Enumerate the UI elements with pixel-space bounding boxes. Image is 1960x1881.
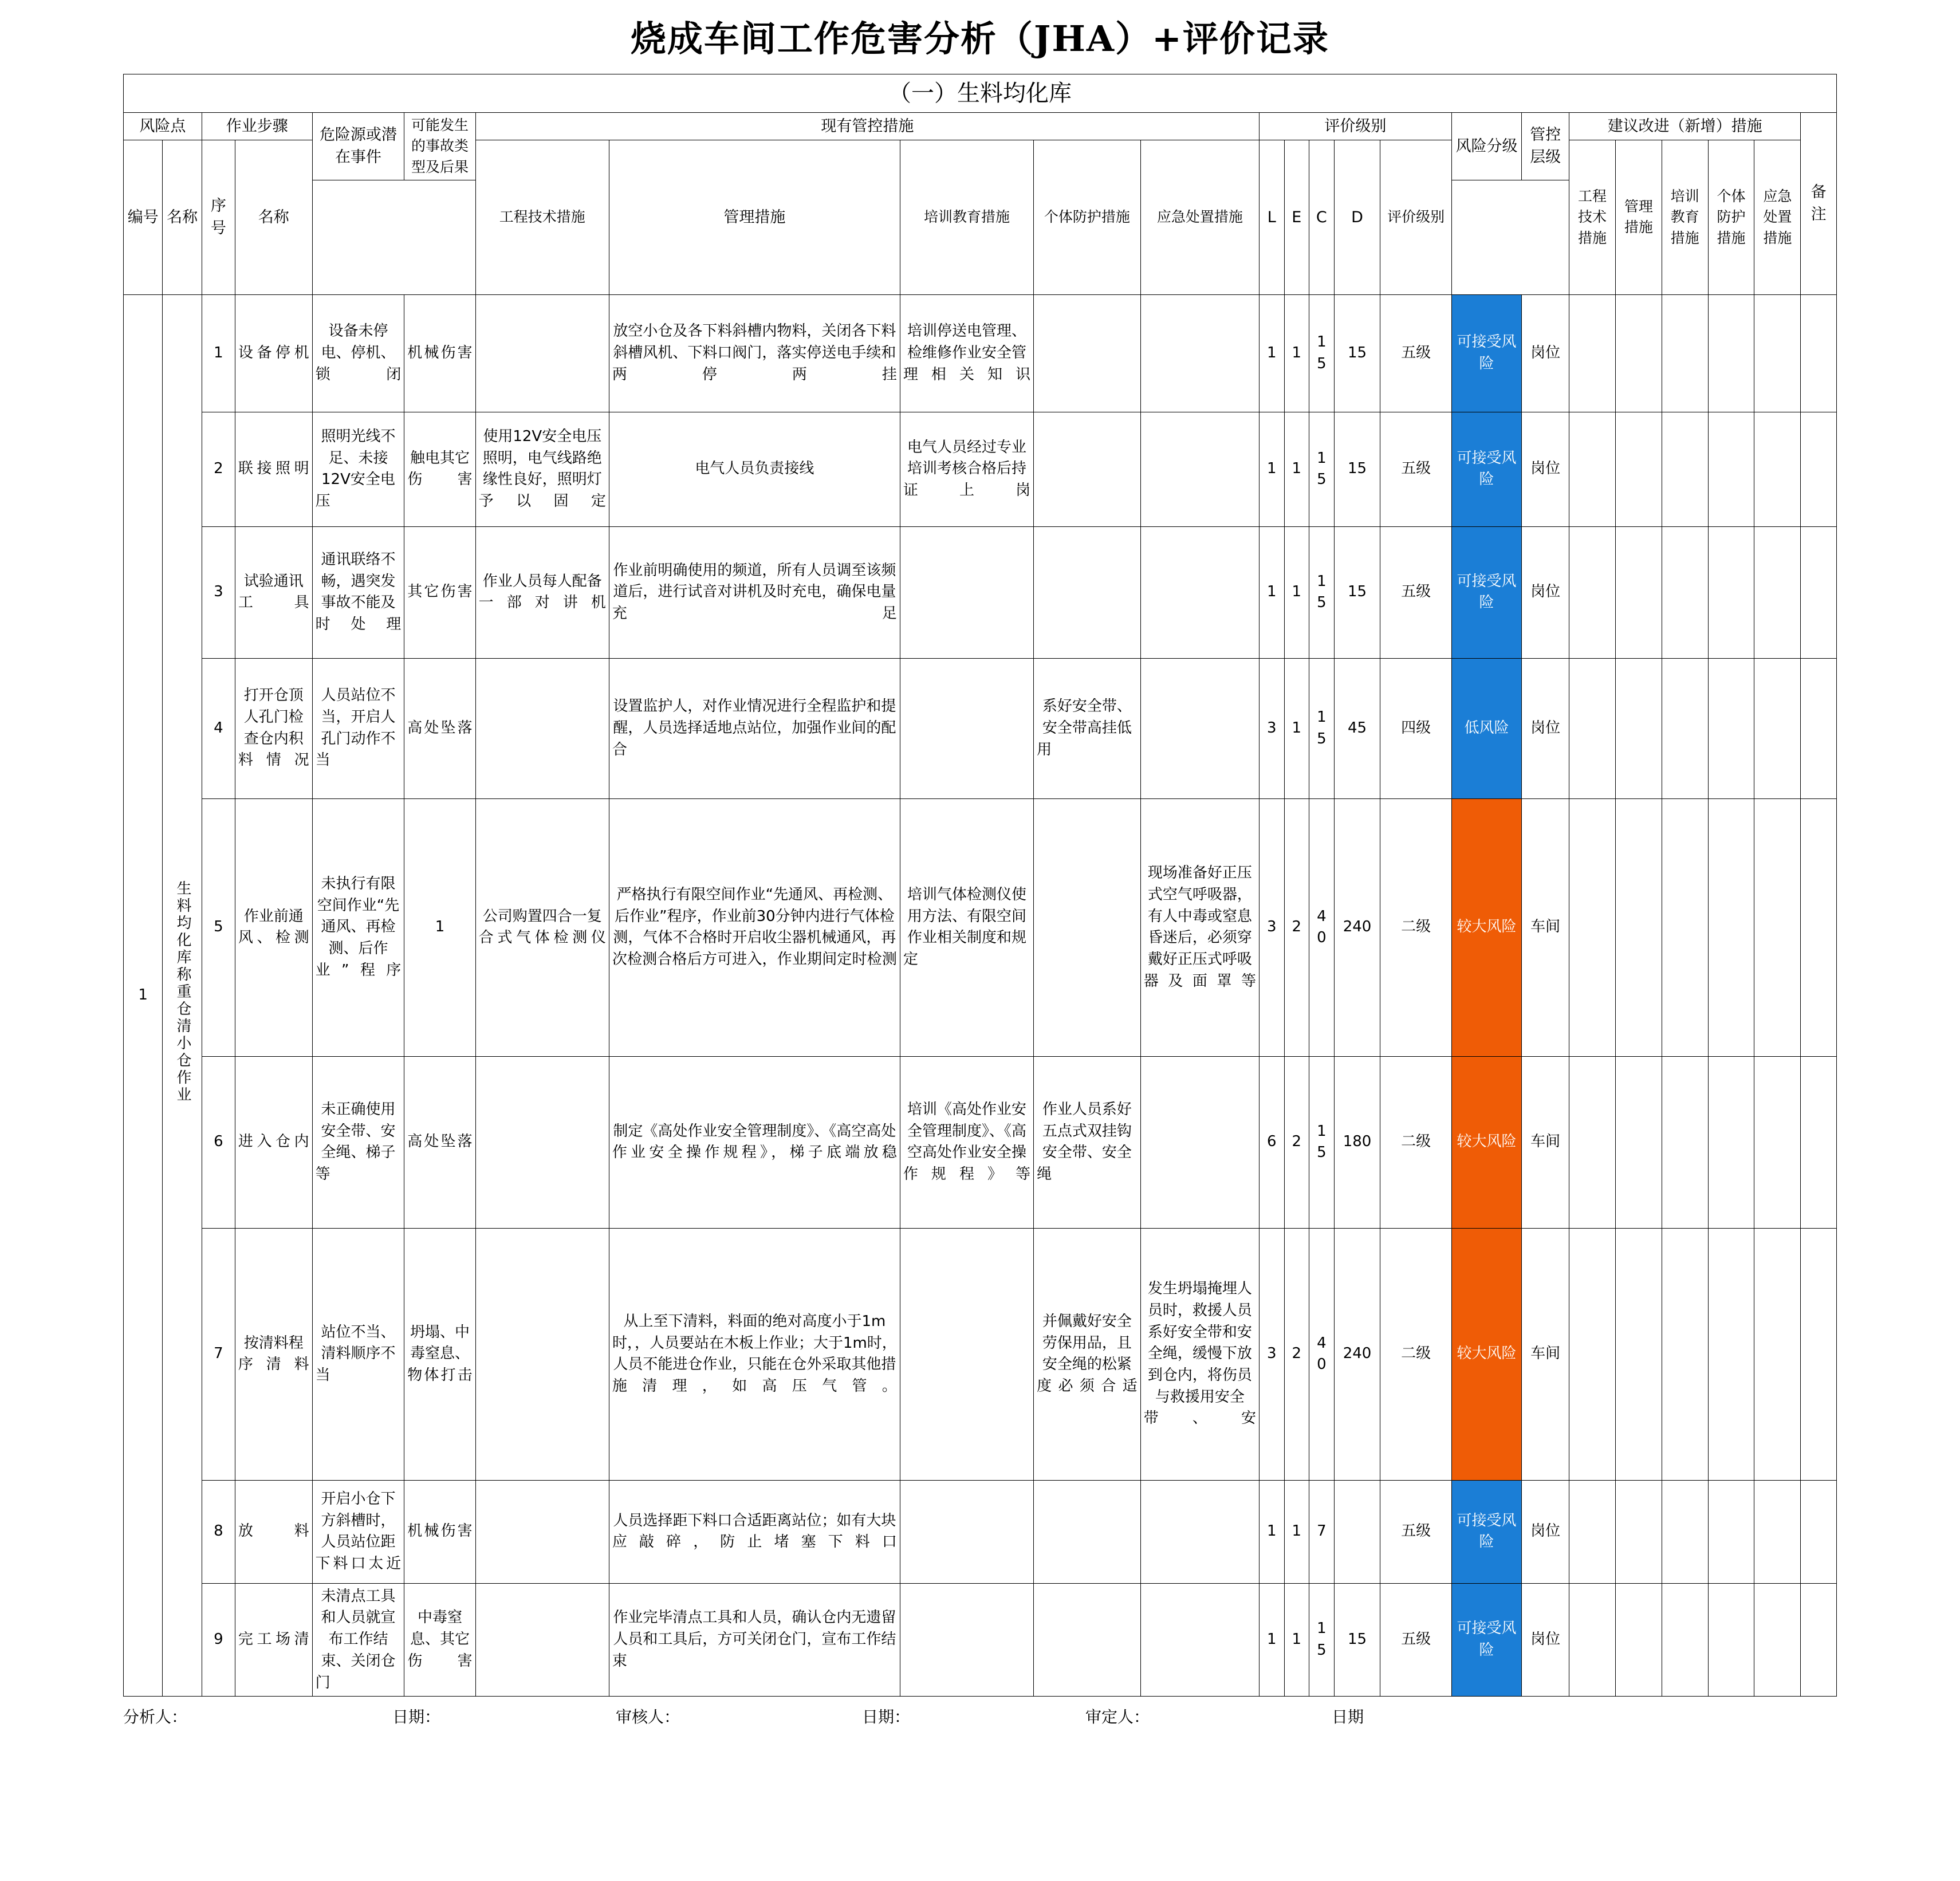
header-L: L xyxy=(1260,140,1285,295)
row-accident: 高处坠落 xyxy=(404,1056,475,1228)
row-s-emergency xyxy=(1754,658,1801,798)
row-s-management xyxy=(1615,526,1662,658)
row-engineering xyxy=(475,1480,609,1583)
header-suggest-improve: 建议改进（新增）措施 xyxy=(1569,113,1801,140)
row-s-ppe xyxy=(1708,798,1754,1056)
row-C: 40 xyxy=(1309,1228,1335,1480)
row-D: 15 xyxy=(1334,294,1380,412)
footer-approver: 审定人： xyxy=(1085,1707,1150,1727)
row-s-management xyxy=(1615,798,1662,1056)
header-remark: 备注 xyxy=(1801,113,1837,295)
row-C: 15 xyxy=(1309,658,1335,798)
row-C: 15 xyxy=(1309,294,1335,412)
row-remark xyxy=(1801,526,1837,658)
row-s-emergency xyxy=(1754,294,1801,412)
row-accident: 机械伤害 xyxy=(404,294,475,412)
row-L: 1 xyxy=(1260,1583,1285,1696)
row-E: 2 xyxy=(1284,1056,1309,1228)
row-s-training xyxy=(1662,526,1708,658)
row-hazard: 照明光线不足、未接12V安全电压 xyxy=(312,412,404,526)
row-s-management xyxy=(1615,658,1662,798)
jha-table xyxy=(123,74,1837,1697)
row-L: 1 xyxy=(1260,412,1285,526)
header-row-1 xyxy=(124,113,1837,140)
table-row xyxy=(124,412,1837,526)
row-seq: 1 xyxy=(202,294,235,412)
row-s-training xyxy=(1662,412,1708,526)
row-accident: 1 xyxy=(404,798,475,1056)
row-s-management xyxy=(1615,1228,1662,1480)
table-container xyxy=(0,74,1960,1697)
row-s-engineering xyxy=(1569,412,1616,526)
row-s-management xyxy=(1615,1583,1662,1696)
row-s-training xyxy=(1662,658,1708,798)
row-remark xyxy=(1801,798,1837,1056)
row-grade: 五级 xyxy=(1380,526,1451,658)
row-s-ppe xyxy=(1708,412,1754,526)
header-training: 培训教育措施 xyxy=(900,140,1033,295)
header-hazard: 危险源或潜在事件 xyxy=(312,113,404,180)
row-step-name: 按清料程序清料 xyxy=(235,1228,312,1480)
row-L: 1 xyxy=(1260,294,1285,412)
row-s-management xyxy=(1615,1056,1662,1228)
status-badge: 较大风险 xyxy=(1451,1228,1521,1480)
row-control: 车间 xyxy=(1522,798,1569,1056)
row-s-training xyxy=(1662,1480,1708,1583)
row-control: 岗位 xyxy=(1522,526,1569,658)
risk-point-name: 生料均化库称重仓清小仓作业 xyxy=(163,294,202,1696)
row-s-emergency xyxy=(1754,1056,1801,1228)
row-s-management xyxy=(1615,1480,1662,1583)
row-ppe xyxy=(1034,1480,1141,1583)
header-risk-grade: 风险分级 xyxy=(1451,113,1521,180)
header-step-name: 名称 xyxy=(235,140,312,295)
row-s-ppe xyxy=(1708,658,1754,798)
row-ppe xyxy=(1034,294,1141,412)
row-step-name: 进入仓内 xyxy=(235,1056,312,1228)
row-ppe xyxy=(1034,526,1141,658)
row-training: 培训停送电管理、检维修作业安全管理相关知识 xyxy=(900,294,1033,412)
row-management: 制定《高处作业安全管理制度》、《高空高处作业安全操作规程》，梯子底端放稳 xyxy=(609,1056,900,1228)
row-C: 15 xyxy=(1309,412,1335,526)
row-C: 15 xyxy=(1309,1583,1335,1696)
table-row xyxy=(124,1056,1837,1228)
row-ppe xyxy=(1034,412,1141,526)
header-s-training: 培训教育措施 xyxy=(1662,140,1708,295)
row-step-name: 试验通讯工具 xyxy=(235,526,312,658)
row-training xyxy=(900,1583,1033,1696)
row-s-emergency xyxy=(1754,1583,1801,1696)
row-hazard: 未清点工具和人员就宣布工作结束、关闭仓门 xyxy=(312,1583,404,1696)
row-emergency: 发生坍塌掩埋人员时，救援人员系好安全带和安全绳，缓慢下放到仓内，将伤员与救援用安全带、安 xyxy=(1140,1228,1259,1480)
row-C: 15 xyxy=(1309,526,1335,658)
row-s-ppe xyxy=(1708,294,1754,412)
row-s-emergency xyxy=(1754,1480,1801,1583)
footer-reviewer: 审核人： xyxy=(616,1707,680,1727)
row-management: 设置监护人，对作业情况进行全程监护和提醒，人员选择适地点站位，加强作业间的配合 xyxy=(609,658,900,798)
row-step-name: 打开仓顶人孔门检查仓内积料情况 xyxy=(235,658,312,798)
row-seq: 4 xyxy=(202,658,235,798)
row-engineering xyxy=(475,1056,609,1228)
row-engineering: 使用12V安全电压照明，电气线路绝缘性良好，照明灯予以固定 xyxy=(475,412,609,526)
status-badge: 可接受风险 xyxy=(1451,294,1521,412)
table-row xyxy=(124,658,1837,798)
footer-date-3: 日期 xyxy=(1332,1707,1364,1727)
row-emergency: 现场准备好正压式空气呼吸器，有人中毒或窒息昏迷后，必须穿戴好正压式呼吸器及面罩等 xyxy=(1140,798,1259,1056)
row-emergency xyxy=(1140,294,1259,412)
row-management: 作业完毕清点工具和人员，确认仓内无遗留人员和工具后，方可关闭仓门，宣布工作结束 xyxy=(609,1583,900,1696)
row-grade: 二级 xyxy=(1380,798,1451,1056)
header-work-step: 作业步骤 xyxy=(202,113,312,140)
row-C: 15 xyxy=(1309,1056,1335,1228)
row-emergency xyxy=(1140,412,1259,526)
table-row xyxy=(124,1480,1837,1583)
row-hazard: 开启小仓下方斜槽时，人员站位距下料口太近 xyxy=(312,1480,404,1583)
header-eval-level: 评价级别 xyxy=(1260,113,1452,140)
row-management: 人员选择距下料口合适距离站位；如有大块应敲碎，防止堵塞下料口 xyxy=(609,1480,900,1583)
row-s-emergency xyxy=(1754,1228,1801,1480)
row-management: 从上至下清料，料面的绝对高度小于1m时，，人员要站在木板上作业；大于1m时，人员不能进仓作业，只能在仓外采取其他措施清理，如高压气管。 xyxy=(609,1228,900,1480)
row-ppe: 系好安全带、安全带高挂低用 xyxy=(1034,658,1141,798)
status-badge: 较大风险 xyxy=(1451,798,1521,1056)
header-D: D xyxy=(1334,140,1380,295)
row-s-ppe xyxy=(1708,526,1754,658)
header-emergency: 应急处置措施 xyxy=(1140,140,1259,295)
row-engineering: 公司购置四合一复合式气体检测仪 xyxy=(475,798,609,1056)
row-accident: 高处坠落 xyxy=(404,658,475,798)
row-seq: 3 xyxy=(202,526,235,658)
row-seq: 8 xyxy=(202,1480,235,1583)
row-step-name: 设备停机 xyxy=(235,294,312,412)
row-control: 岗位 xyxy=(1522,294,1569,412)
row-training: 培训气体检测仪使用方法、有限空间作业相关制度和规定 xyxy=(900,798,1033,1056)
row-s-training xyxy=(1662,798,1708,1056)
header-s-emergency: 应急处置措施 xyxy=(1754,140,1801,295)
row-training: 培训《高处作业安全管理制度》、《高空高处作业安全操作规程》等 xyxy=(900,1056,1033,1228)
row-D: 15 xyxy=(1334,526,1380,658)
row-accident: 其它伤害 xyxy=(404,526,475,658)
row-D xyxy=(1334,1480,1380,1583)
row-L: 6 xyxy=(1260,1056,1285,1228)
page-title: 烧成车间工作危害分析（JHA）+评价记录 xyxy=(631,18,1329,60)
row-L: 3 xyxy=(1260,658,1285,798)
row-s-management xyxy=(1615,294,1662,412)
row-control: 车间 xyxy=(1522,1056,1569,1228)
row-L: 1 xyxy=(1260,526,1285,658)
row-grade: 二级 xyxy=(1380,1228,1451,1480)
row-management: 放空小仓及各下料斜槽内物料，关闭各下料斜槽风机、下料口阀门，落实停送电手续和两停两挂 xyxy=(609,294,900,412)
header-s-engineering: 工程技术措施 xyxy=(1569,140,1616,295)
header-seq: 序号 xyxy=(202,140,235,295)
row-hazard: 人员站位不当，开启人孔门动作不当 xyxy=(312,658,404,798)
status-badge: 可接受风险 xyxy=(1451,1583,1521,1696)
row-E: 1 xyxy=(1284,1480,1309,1583)
row-s-ppe xyxy=(1708,1056,1754,1228)
row-remark xyxy=(1801,1228,1837,1480)
row-D: 15 xyxy=(1334,1583,1380,1696)
row-step-name: 联接照明 xyxy=(235,412,312,526)
status-badge: 较大风险 xyxy=(1451,1056,1521,1228)
header-number: 编号 xyxy=(124,140,163,295)
row-s-training xyxy=(1662,294,1708,412)
row-C: 7 xyxy=(1309,1480,1335,1583)
header-E: E xyxy=(1284,140,1309,295)
row-s-ppe xyxy=(1708,1228,1754,1480)
row-training xyxy=(900,526,1033,658)
subtitle-row xyxy=(124,74,1837,113)
row-seq: 9 xyxy=(202,1583,235,1696)
status-badge: 可接受风险 xyxy=(1451,1480,1521,1583)
row-s-engineering xyxy=(1569,1480,1616,1583)
status-badge: 可接受风险 xyxy=(1451,526,1521,658)
row-ppe xyxy=(1034,1583,1141,1696)
row-hazard: 设备未停电、停机、锁闭 xyxy=(312,294,404,412)
row-s-ppe xyxy=(1708,1583,1754,1696)
footer-date-1: 日期： xyxy=(392,1707,441,1727)
status-badge: 可接受风险 xyxy=(1451,412,1521,526)
row-emergency xyxy=(1140,658,1259,798)
row-hazard: 站位不当、清料顺序不当 xyxy=(312,1228,404,1480)
footer-analyst: 分析人： xyxy=(123,1707,188,1727)
row-accident: 触电其它伤害 xyxy=(404,412,475,526)
row-engineering xyxy=(475,1228,609,1480)
header-accident-type: 可能发生的事故类型及后果 xyxy=(404,113,475,180)
row-grade: 五级 xyxy=(1380,1583,1451,1696)
row-E: 2 xyxy=(1284,1228,1309,1480)
row-control: 岗位 xyxy=(1522,412,1569,526)
row-L: 3 xyxy=(1260,1228,1285,1480)
row-remark xyxy=(1801,1583,1837,1696)
row-D: 240 xyxy=(1334,1228,1380,1480)
row-s-ppe xyxy=(1708,1480,1754,1583)
risk-point-number: 1 xyxy=(124,294,163,1696)
row-engineering: 作业人员每人配备一部对讲机 xyxy=(475,526,609,658)
header-C: C xyxy=(1309,140,1335,295)
row-L: 1 xyxy=(1260,1480,1285,1583)
row-D: 45 xyxy=(1334,658,1380,798)
row-training: 电气人员经过专业培训考核合格后持证上岗 xyxy=(900,412,1033,526)
row-D: 240 xyxy=(1334,798,1380,1056)
row-step-name: 完工场清 xyxy=(235,1583,312,1696)
row-E: 1 xyxy=(1284,658,1309,798)
row-engineering xyxy=(475,658,609,798)
row-seq: 7 xyxy=(202,1228,235,1480)
footer-date-2: 日期： xyxy=(862,1707,911,1727)
header-engineering: 工程技术措施 xyxy=(475,140,609,295)
row-L: 3 xyxy=(1260,798,1285,1056)
row-ppe: 并佩戴好安全劳保用品，且安全绳的松紧度必须合适 xyxy=(1034,1228,1141,1480)
header-eval-grade: 评价级别 xyxy=(1380,140,1451,295)
table-row xyxy=(124,1583,1837,1696)
header-ppe: 个体防护措施 xyxy=(1034,140,1141,295)
header-name: 名称 xyxy=(163,140,202,295)
table-row xyxy=(124,526,1837,658)
status-badge: 低风险 xyxy=(1451,658,1521,798)
row-management: 严格执行有限空间作业“先通风、再检测、后作业”程序，作业前30分钟内进行气体检测，气体不合格时开启收尘器机械通风，再次检测合格后方可进入，作业期间定时检测 xyxy=(609,798,900,1056)
row-grade: 五级 xyxy=(1380,412,1451,526)
header-s-management: 管理措施 xyxy=(1615,140,1662,295)
row-C: 40 xyxy=(1309,798,1335,1056)
section-subtitle: （一）生料均化库 xyxy=(124,74,1837,113)
row-E: 1 xyxy=(1284,1583,1309,1696)
row-seq: 6 xyxy=(202,1056,235,1228)
row-step-name: 放料 xyxy=(235,1480,312,1583)
row-D: 15 xyxy=(1334,412,1380,526)
row-remark xyxy=(1801,294,1837,412)
row-emergency xyxy=(1140,1480,1259,1583)
row-s-engineering xyxy=(1569,1228,1616,1480)
row-control: 岗位 xyxy=(1522,658,1569,798)
signature-footer xyxy=(0,1697,1960,1727)
row-training xyxy=(900,1228,1033,1480)
row-remark xyxy=(1801,1056,1837,1228)
row-management: 作业前明确使用的频道，所有人员调至该频道后，进行试音对讲机及时充电，确保电量充足 xyxy=(609,526,900,658)
row-emergency xyxy=(1140,1056,1259,1228)
row-D: 180 xyxy=(1334,1056,1380,1228)
row-grade: 五级 xyxy=(1380,294,1451,412)
row-s-engineering xyxy=(1569,1583,1616,1696)
row-training xyxy=(900,1480,1033,1583)
row-ppe: 作业人员系好五点式双挂钩安全带、安全绳 xyxy=(1034,1056,1141,1228)
row-s-management xyxy=(1615,412,1662,526)
header-existing-controls: 现有管控措施 xyxy=(475,113,1259,140)
row-emergency xyxy=(1140,1583,1259,1696)
row-E: 1 xyxy=(1284,294,1309,412)
row-grade: 二级 xyxy=(1380,1056,1451,1228)
row-seq: 5 xyxy=(202,798,235,1056)
header-management: 管理措施 xyxy=(609,140,900,295)
row-s-training xyxy=(1662,1228,1708,1480)
row-grade: 四级 xyxy=(1380,658,1451,798)
row-s-emergency xyxy=(1754,526,1801,658)
header-risk-point: 风险点 xyxy=(124,113,202,140)
row-s-emergency xyxy=(1754,412,1801,526)
row-control: 岗位 xyxy=(1522,1480,1569,1583)
row-grade: 五级 xyxy=(1380,1480,1451,1583)
row-remark xyxy=(1801,412,1837,526)
table-row xyxy=(124,798,1837,1056)
row-accident: 坍塌、中毒窒息、物体打击 xyxy=(404,1228,475,1480)
row-hazard: 未正确使用安全带、安全绳、梯子等 xyxy=(312,1056,404,1228)
row-ppe xyxy=(1034,798,1141,1056)
row-accident: 机械伤害 xyxy=(404,1480,475,1583)
row-management: 电气人员负责接线 xyxy=(609,412,900,526)
row-hazard: 通讯联络不畅，遇突发事故不能及时处理 xyxy=(312,526,404,658)
row-E: 1 xyxy=(1284,526,1309,658)
row-remark xyxy=(1801,1480,1837,1583)
row-engineering xyxy=(475,294,609,412)
row-step-name: 作业前通风、检测 xyxy=(235,798,312,1056)
row-s-training xyxy=(1662,1583,1708,1696)
header-s-ppe: 个体防护措施 xyxy=(1708,140,1754,295)
row-control: 车间 xyxy=(1522,1228,1569,1480)
table-row xyxy=(124,294,1837,412)
row-s-engineering xyxy=(1569,1056,1616,1228)
row-E: 2 xyxy=(1284,798,1309,1056)
row-E: 1 xyxy=(1284,412,1309,526)
row-engineering xyxy=(475,1583,609,1696)
row-control: 岗位 xyxy=(1522,1583,1569,1696)
row-s-engineering xyxy=(1569,658,1616,798)
row-emergency xyxy=(1140,526,1259,658)
row-accident: 中毒窒息、其它伤害 xyxy=(404,1583,475,1696)
table-row xyxy=(124,1228,1837,1480)
row-s-emergency xyxy=(1754,798,1801,1056)
row-s-engineering xyxy=(1569,798,1616,1056)
row-seq: 2 xyxy=(202,412,235,526)
row-training xyxy=(900,658,1033,798)
row-s-training xyxy=(1662,1056,1708,1228)
row-remark xyxy=(1801,658,1837,798)
header-control-level: 管控层级 xyxy=(1522,113,1569,180)
row-s-engineering xyxy=(1569,526,1616,658)
row-hazard: 未执行有限空间作业“先通风、再检测、后作业”程序 xyxy=(312,798,404,1056)
row-s-engineering xyxy=(1569,294,1616,412)
